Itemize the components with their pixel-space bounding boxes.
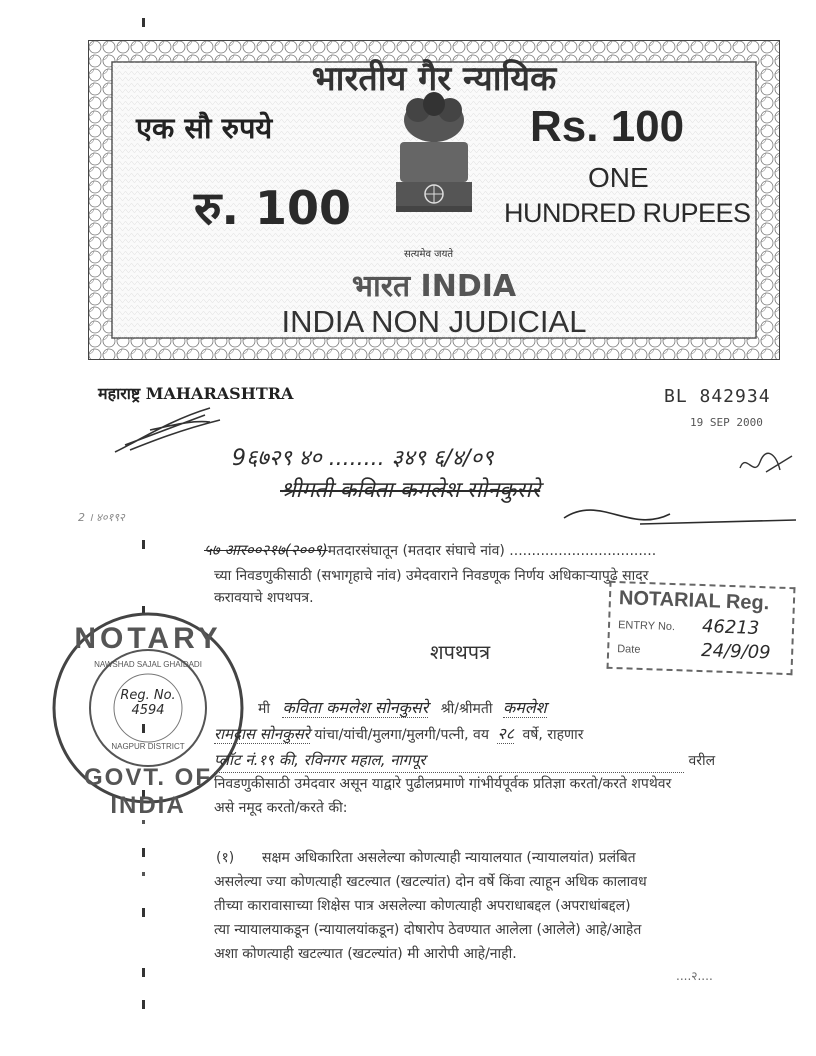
continued-page-marker: ....२.... — [676, 969, 713, 983]
spouse-full-name: रामदास सोनकुसरे — [214, 725, 310, 743]
stamp-bharat-india: भारत INDIA — [351, 269, 517, 304]
stamp-hindi-amount-words: एक सौ रुपये — [136, 111, 273, 145]
clause-1-line-3: तीच्या कारावासाच्या शिक्षेस पात्र असलेल्या कोणत्याही अपराधाबद्दल (अपराधांबद्दल) — [214, 898, 631, 914]
vendor-signature — [110, 400, 230, 460]
notarial-date-label: Date — [617, 643, 641, 656]
notary-seal-district: NAGPUR DISTRICT — [111, 742, 185, 751]
clause-1-line-2: असलेल्या ज्या कोणत्याही खटल्यात (खटल्यांत) दोन वर्षे किंवा त्याहून अधिक कालावध — [214, 874, 647, 890]
date-stamp: 19 SEP 2000 — [690, 416, 763, 429]
stamp-emblem-motto: सत्यमेव जयते — [404, 249, 454, 260]
deponent-age: २८ — [497, 724, 515, 743]
stamp-hindi-amount: रु. 100 — [194, 181, 352, 235]
handwritten-side-note: 2 । ४०१९२ — [78, 511, 125, 524]
deponent-name: कविता कमलेश सोनकुसरे — [282, 698, 429, 717]
affidavit-line-4: निवडणुकीसाठी उमेदवार असून याद्वारे पुढीलप्रमाणे गांभीर्यपूर्वक प्रतिज्ञा करतो/करते शपथेवर — [214, 776, 672, 792]
affidavit-p1-b: श्री/श्रीमती — [440, 701, 493, 717]
affidavit-p2-c: वर्षे, राहणार — [522, 727, 584, 743]
stamp-paper-header — [88, 40, 780, 360]
stamp-hindi-header: भारतीय गैर न्यायिक — [311, 59, 557, 99]
notary-seal-top: NOTARY — [74, 622, 222, 655]
intro-line-1 — [204, 538, 744, 563]
notary-seal-reg: Reg. No. 4594 — [120, 688, 176, 718]
affidavit-title: शपथपत्र — [430, 640, 491, 664]
affidavit-line-2 — [214, 722, 754, 747]
notarial-entry-label: ENTRY No. — [617, 619, 676, 634]
stamp-india-non-judicial: INDIA NON JUDICIAL — [281, 304, 587, 339]
notarial-register-stamp — [607, 581, 796, 675]
affidavit-line-3 — [214, 748, 754, 773]
stamp-english-words-2: HUNDRED RUPEES — [504, 198, 751, 228]
affidavit-p2-b: यांचा/यांची/मुलगा/मुलगी/पत्नी, वय — [314, 727, 489, 743]
serial-number: BL 842934 — [664, 386, 771, 407]
clause-1-line-4: त्या न्यायालयाकडून (न्यायालयांकडून) दोषारोप ठेवण्यात आलेला (आलेले) आहे/आहेत — [214, 922, 642, 938]
handwritten-register-line: 9६७२९ ४० ........ ३४९ ६/४/०९ — [232, 446, 494, 471]
affidavit-line-1 — [258, 696, 738, 721]
constituency-code: ५७ आर००२१७(२००९) — [204, 541, 328, 559]
intro-line-1-text: मतदारसंघातून (मतदार संघाचे नांव) ................................. — [327, 543, 657, 559]
right-signature — [736, 448, 796, 484]
stamp-vendor-stroke — [560, 484, 800, 540]
ashoka-emblem-icon — [396, 92, 472, 212]
notarial-title: NOTARIAL Reg. — [618, 587, 770, 615]
affidavit-p3-b: वरील — [688, 753, 716, 769]
notary-seal-bottom: GOVT. OF INDIA — [83, 764, 212, 819]
affidavit-line-5: असे नमूद करतो/करते की: — [214, 800, 348, 816]
notary-seal-name: NAWSHAD SAJAL GHAIDADI — [94, 660, 202, 669]
stamp-english-amount: Rs. 100 — [530, 102, 685, 151]
clause-1-number: (१) — [216, 850, 235, 866]
affidavit-p1-a: मी — [258, 701, 270, 717]
handwritten-purchaser-name: श्रीमती कविता कमलेश सोनकुसरे — [280, 478, 541, 503]
intro-line-3: करावयाचे शपथपत्र. — [214, 590, 314, 606]
intro-line-2: च्या निवडणुकीसाठी (सभागृहाचे नांव) उमेदवाराने निवडणूक निर्णय अधिकाऱ्यापुढे सादर — [214, 568, 649, 584]
spouse-first-name: कमलेश — [502, 698, 547, 717]
notarial-entry-value: 46213 — [701, 616, 760, 640]
state-label: महाराष्ट्र MAHARASHTRA — [98, 384, 294, 403]
notarial-date-value: 24/9/09 — [700, 640, 771, 664]
stamp-english-words-1: ONE — [588, 162, 649, 193]
clause-1-line-1: सक्षम अधिकारिता असलेल्या कोणत्याही न्यायालयात (न्यायालयांत) प्रलंबित — [262, 850, 636, 866]
clause-1-line-5: अशा कोणत्याही खटल्यात (खटल्यांत) मी आरोपी आहे/नाही. — [214, 946, 517, 962]
deponent-address: प्लॉट नं.१९ की, रविनगर महाल, नागपूर — [214, 748, 684, 773]
